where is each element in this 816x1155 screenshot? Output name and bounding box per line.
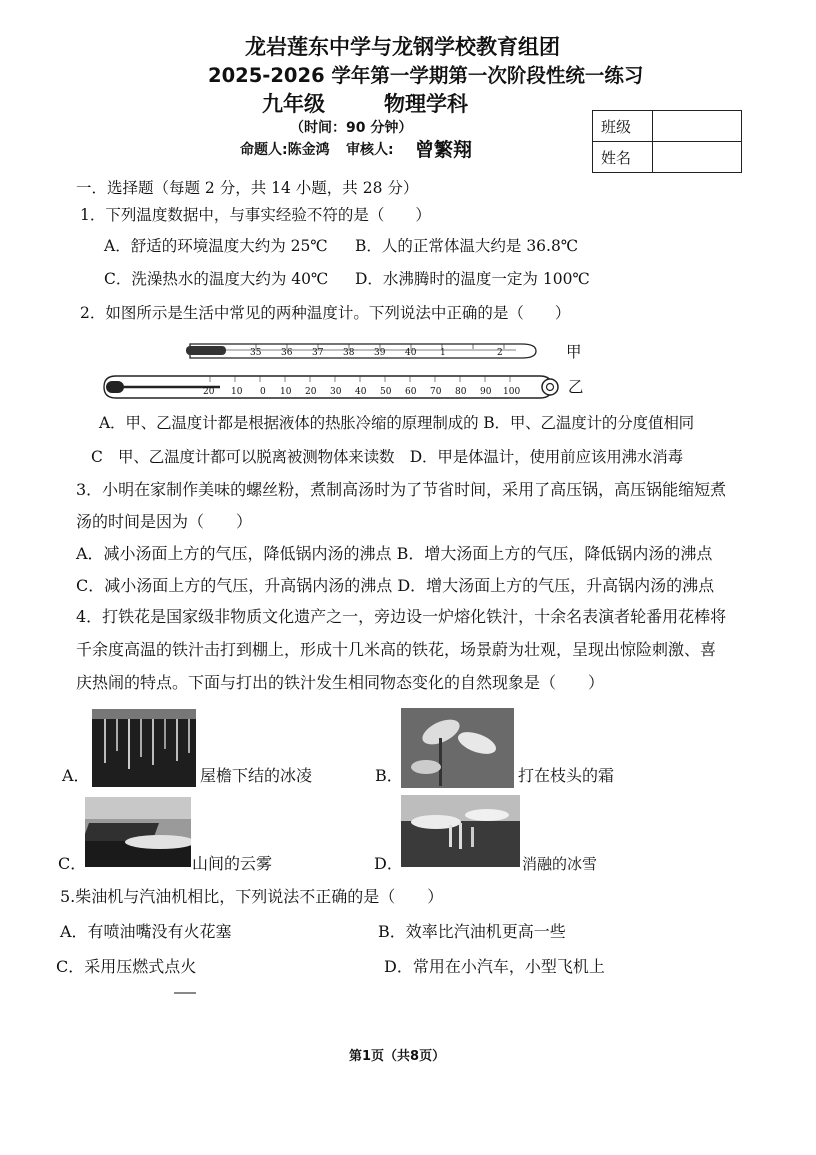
therm1-tick-40: 40 <box>405 348 417 358</box>
label-yi: 乙 <box>568 378 584 396</box>
grade-label: 九年级 <box>262 92 325 116</box>
class-label: 班级 <box>593 111 653 142</box>
q3-stem-line2: 汤的时间是因为（ ） <box>76 512 253 531</box>
frost-photo <box>401 708 514 788</box>
therm2-tick-20: 20 <box>305 387 317 397</box>
q2-options-ab: A．甲、乙温度计都是根据液体的热胀冷缩的原理制成的 B．甲、乙温度计的分度值相同 <box>99 414 695 432</box>
therm1-tick-35: 35 <box>250 348 262 358</box>
question-author: 命题人:陈金鸿 <box>240 142 330 158</box>
therm2-tick-60: 60 <box>405 387 417 397</box>
q3-stem-line1: 3．小明在家制作美味的螺丝粉，煮制高汤时为了节省时间，采用了高压锅，高压锅能缩短煮 <box>76 480 727 499</box>
q1-option-c: C．洗澡热水的温度大约为 40℃ <box>104 270 329 288</box>
q4-option-a-letter: A． <box>62 766 90 785</box>
q4-stem-line3: 庆热闹的特点。下面与打出的铁汁发生相同物态变化的自然现象是（ ） <box>76 673 605 692</box>
therm2-tick-30: 30 <box>330 387 342 397</box>
therm2-tick-n10: 10 <box>231 387 243 397</box>
q3-options-ab: A．减小汤面上方的气压，降低锅内汤的沸点 B．增大汤面上方的气压，降低锅内汤的沸点 <box>76 544 713 563</box>
q3-options-cd: C．减小汤面上方的气压，升高锅内汤的沸点 D．增大汤面上方的气压，升高锅内汤的沸点 <box>76 576 715 595</box>
q4-option-d-letter: D． <box>374 854 403 873</box>
student-info-table <box>592 110 742 173</box>
q1-stem: 1．下列温度数据中，与事实经验不符的是（ ） <box>80 206 431 224</box>
q5-option-b: B．效率比汽油机更高一些 <box>378 922 566 941</box>
q2-options-cd: C 甲、乙温度计都可以脱离被测物体来读数 D．甲是体温计，使用前应该用沸水消毒 <box>91 448 683 466</box>
q1-option-d: D．水沸腾时的温度一定为 100℃ <box>355 270 590 288</box>
exam-time: （时间：90 分钟） <box>290 120 413 136</box>
subject-label: 物理学科 <box>384 92 468 116</box>
therm1-tick-42: 2 <box>497 348 503 358</box>
exam-title: 2025-2026 学年第一学期第一次阶段性统一练习 <box>208 64 644 87</box>
therm1-tick-39: 39 <box>374 348 386 358</box>
therm2-tick-70: 70 <box>430 387 442 397</box>
q4-option-c-letter: C． <box>58 854 87 873</box>
therm2-tick-50: 50 <box>380 387 392 397</box>
q5-option-c: C．采用压燃式点火 <box>56 957 197 976</box>
q5-option-a: A．有喷油嘴没有火花塞 <box>60 922 232 941</box>
q4-option-a-text: 屋檐下结的冰凌 <box>200 766 313 785</box>
q4-stem-line2: 千余度高温的铁汁击打到棚上，形成十几米高的铁花，场景蔚为壮观，呈现出惊险刺激、喜 <box>76 640 717 659</box>
reviewer-signature: 曾繁翔 <box>415 139 473 161</box>
q5-stem: 5.柴油机与汽油机相比，下列说法不正确的是（ ） <box>60 887 444 906</box>
therm2-tick-100: 100 <box>503 387 521 397</box>
section-heading: 一．选择题（每题 2 分，共 14 小题，共 28 分） <box>76 179 419 197</box>
melting-snow-photo <box>401 795 520 867</box>
q4-option-d-text: 消融的冰雪 <box>522 855 598 873</box>
therm1-tick-36: 36 <box>281 348 293 358</box>
cloud-mist-photo <box>85 797 191 867</box>
therm1-tick-37: 37 <box>312 348 324 358</box>
therm2-tick-n20: 20 <box>203 387 215 397</box>
therm2-tick-40: 40 <box>355 387 367 397</box>
therm2-tick-80: 80 <box>455 387 467 397</box>
therm2-tick-0: 0 <box>260 387 266 397</box>
label-jia: 甲 <box>566 343 582 361</box>
class-field[interactable] <box>653 111 742 142</box>
school-title: 龙岩莲东中学与龙钢学校教育组团 <box>245 35 560 59</box>
page-footer: 第1页（共8页） <box>349 1049 446 1064</box>
q1-option-a: A．舒适的环境温度大约为 25℃ <box>104 237 328 255</box>
scan-mark <box>174 992 196 994</box>
q4-option-c-text: 山间的云雾 <box>192 854 273 873</box>
q4-option-b-letter: B． <box>375 766 403 785</box>
q4-option-b-text: 打在枝头的霜 <box>518 766 615 785</box>
name-field[interactable] <box>653 142 742 173</box>
therm1-tick-41: 1 <box>440 348 446 358</box>
clinical-thermometer <box>186 338 546 364</box>
q4-stem-line1: 4．打铁花是国家级非物质文化遗产之一，旁边设一炉熔化铁汁，十余名表演者轮番用花棒将 <box>76 607 727 626</box>
therm2-tick-10: 10 <box>280 387 292 397</box>
q1-option-b: B．人的正常体温大约是 36.8℃ <box>355 237 579 255</box>
icicle-photo <box>92 709 196 787</box>
therm1-tick-38: 38 <box>343 348 355 358</box>
q2-stem: 2．如图所示是生活中常见的两种温度计。下列说法中正确的是（ ） <box>80 304 571 322</box>
q5-option-d: D．常用在小汽车，小型飞机上 <box>384 957 605 976</box>
name-label: 姓名 <box>593 142 653 173</box>
reviewer-label: 审核人: <box>346 142 394 158</box>
therm2-tick-90: 90 <box>480 387 492 397</box>
